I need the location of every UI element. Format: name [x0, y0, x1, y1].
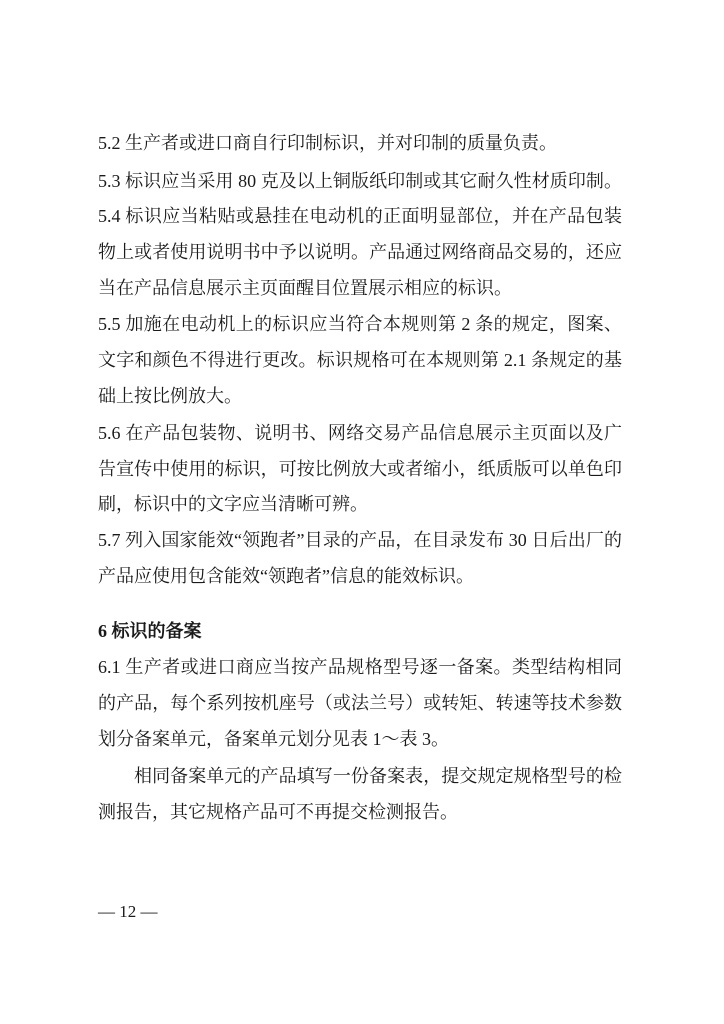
paragraph-line: 告宣传中使用的标识，可按比例放大或者缩小，纸质版可以单色印 — [98, 459, 622, 479]
paragraph-line: 础上按比例放大。 — [98, 386, 242, 406]
paragraph-line: 文字和颜色不得进行更改。标识规格可在本规则第 2.1 条规定的基 — [98, 350, 622, 370]
paragraph-line: 产品应使用包含能效“领跑者”信息的能效标识。 — [98, 566, 474, 586]
paragraph-line: 刷，标识中的文字应当清晰可辨。 — [98, 494, 368, 514]
paragraph-line: 物上或者使用说明书中予以说明。产品通过网络商品交易的，还应 — [98, 242, 622, 262]
paragraph-line: 5.5 加施在电动机上的标识应当符合本规则第 2 条的规定，图案、 — [98, 314, 622, 334]
paragraph-line: 的产品，每个系列按机座号（或法兰号）或转矩、转速等技术参数 — [98, 693, 622, 713]
paragraph-line: 5.7 列入国家能效“领跑者”目录的产品，在目录发布 30 日后出厂的 — [98, 530, 622, 550]
paragraph-line: 相同备案单元的产品填写一份备案表，提交规定规格型号的检 — [134, 766, 622, 786]
page-number: — 12 — — [98, 902, 158, 921]
paragraph-line: 6.1 生产者或进口商应当按产品规格型号逐一备案。类型结构相同 — [98, 657, 622, 677]
paragraph-line: 5.4 标识应当粘贴或悬挂在电动机的正面明显部位，并在产品包装 — [98, 206, 622, 226]
paragraph-line: 划分备案单元，备案单元划分见表 1～表 3。 — [98, 729, 449, 749]
section-heading: 6 标识的备案 — [98, 621, 202, 641]
paragraph-line: 测报告，其它规格产品可不再提交检测报告。 — [98, 802, 458, 822]
paragraph-line: 5.2 生产者或进口商自行印制标识，并对印制的质量负责。 — [98, 133, 557, 153]
paragraph-line: 当在产品信息展示主页面醒目位置展示相应的标识。 — [98, 278, 512, 298]
paragraph-line: 5.3 标识应当采用 80 克及以上铜版纸印制或其它耐久性材质印制。 — [98, 171, 622, 191]
paragraph-line: 5.6 在产品包装物、说明书、网络交易产品信息展示主页面以及广 — [98, 423, 622, 443]
